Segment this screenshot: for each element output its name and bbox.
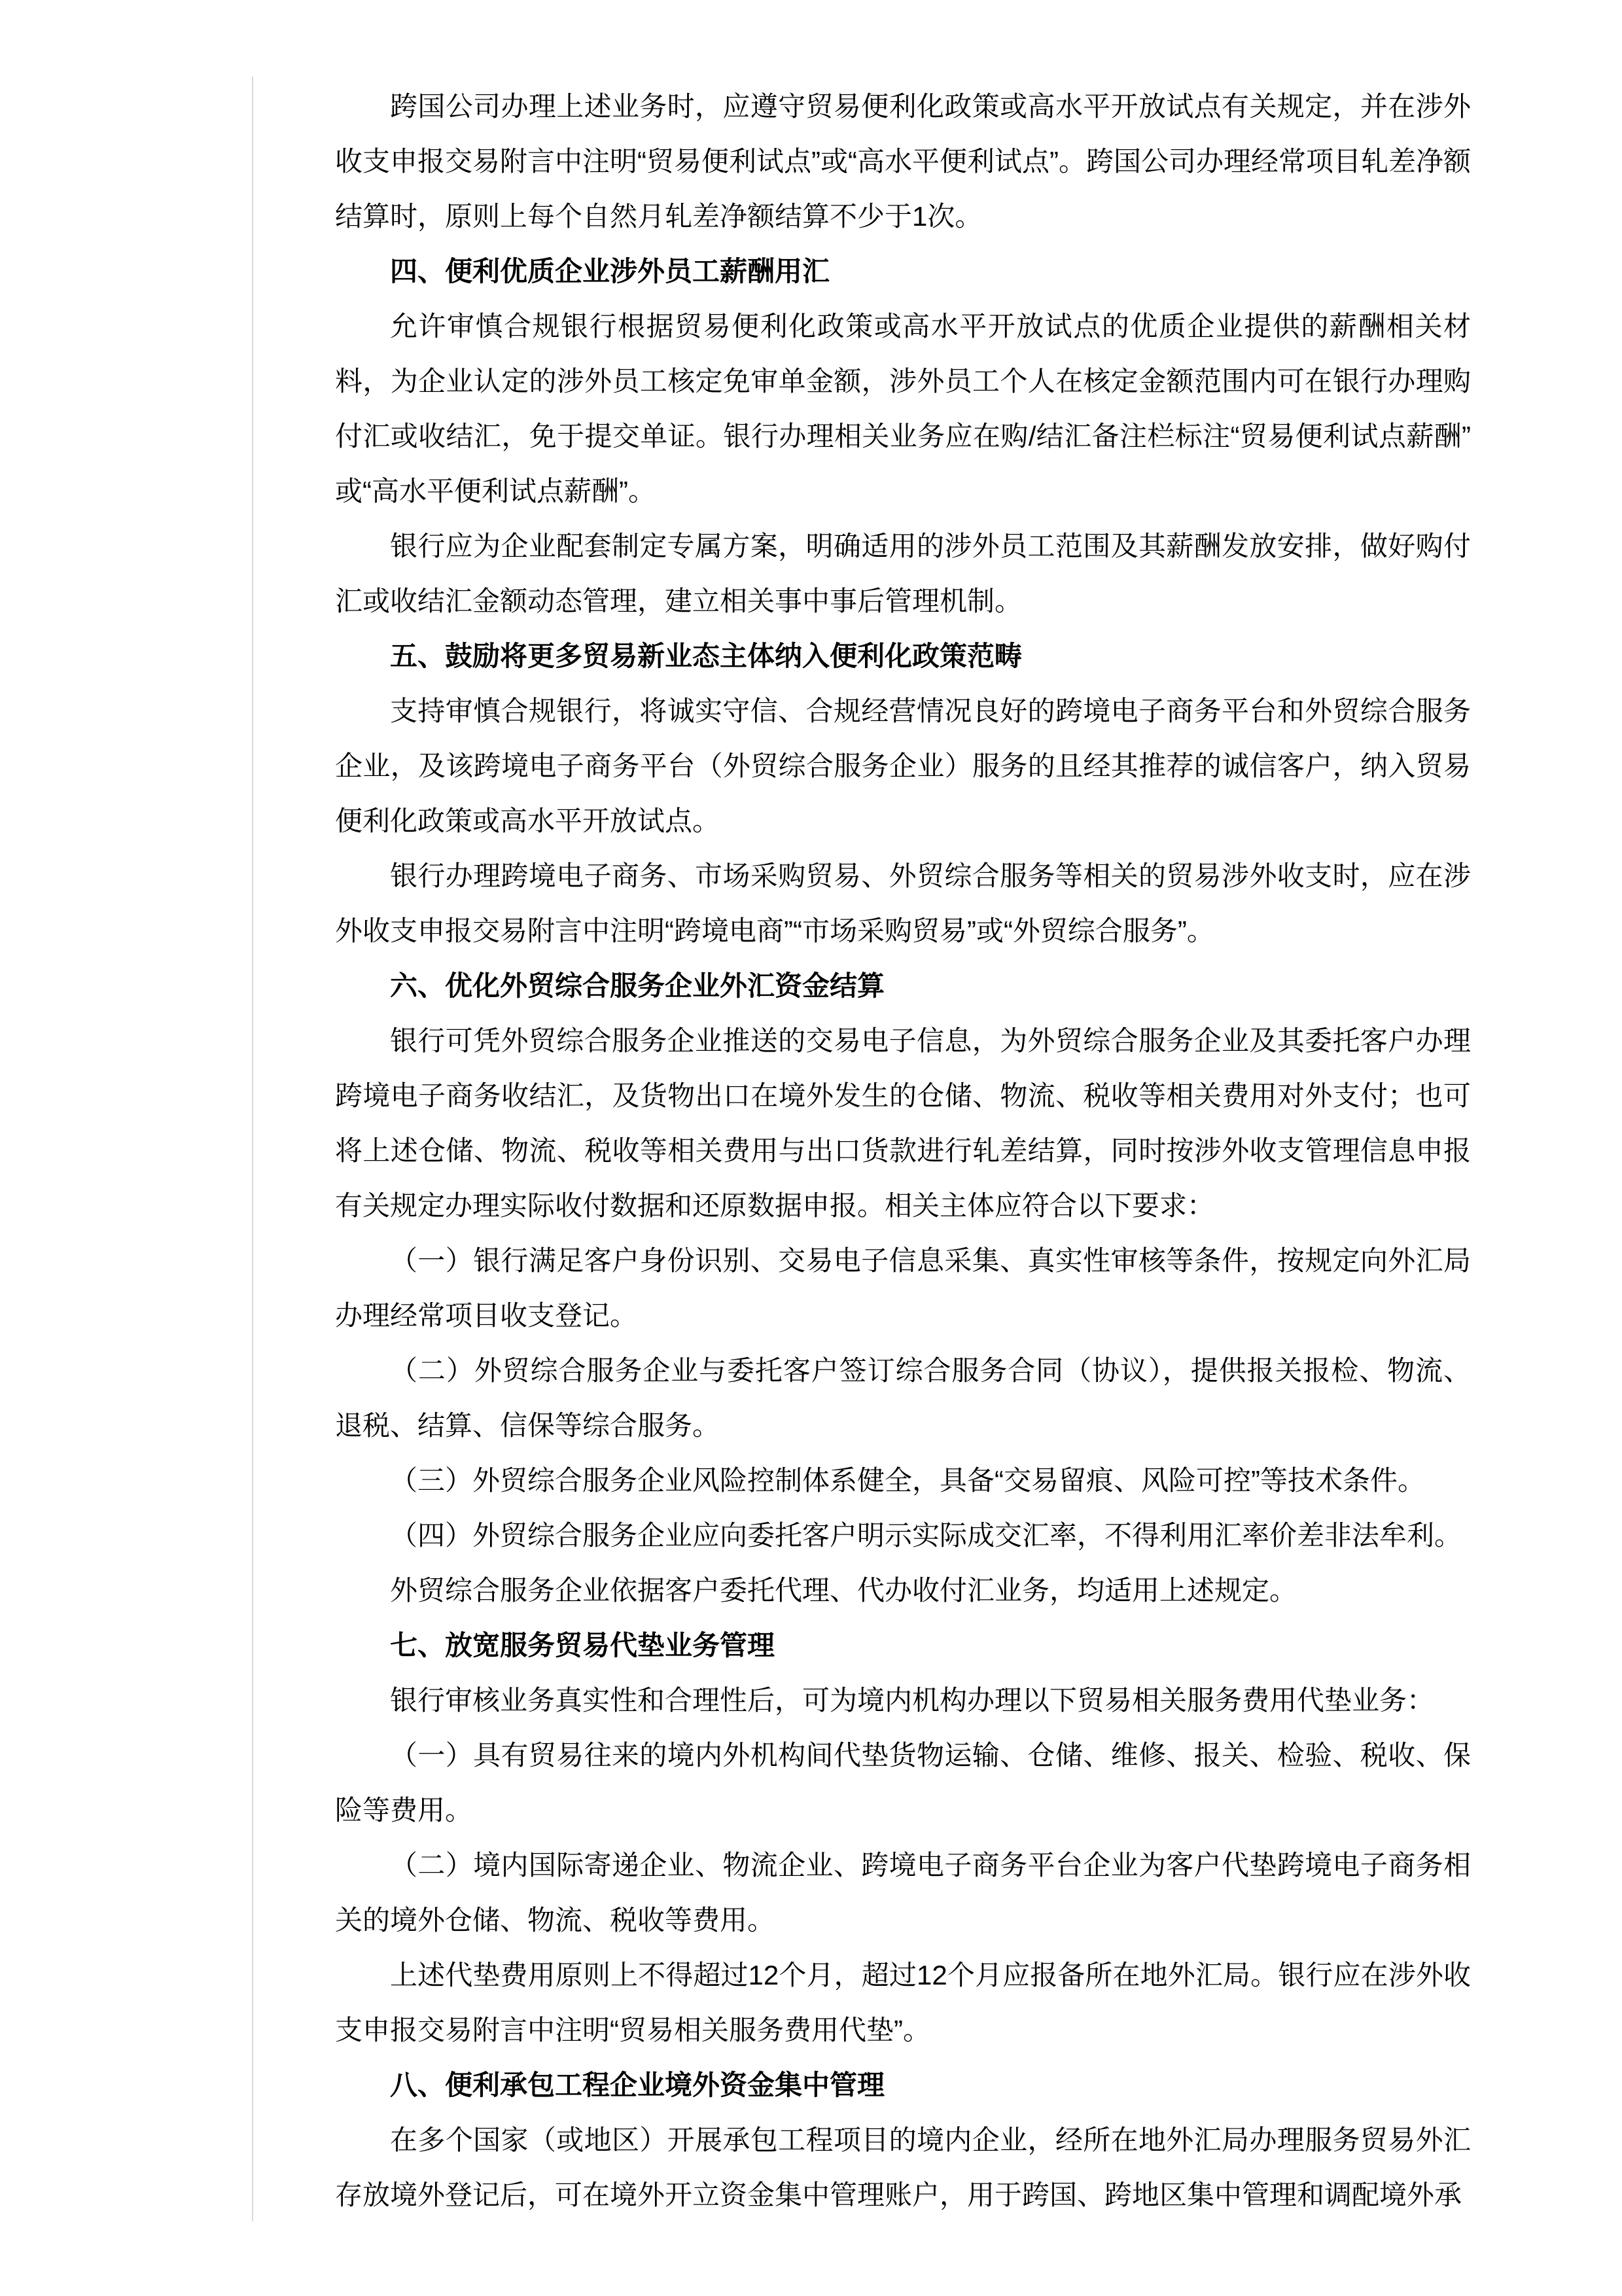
body-paragraph: 银行可凭外贸综合服务企业推送的交易电子信息，为外贸综合服务企业及其委托客户办理跨境电子商务收结汇，及货物出口在境外发生的仓储、物流、税收等相关费用对外支付；也可将上述仓储、物流、税收等相关费用与出口货款进行轧差结算，同时按涉外收支管理信息申报有关规定办理实际收付数据和还原数据申报。相关主体应符合以下要求： [335, 1025, 1471, 1221]
section-heading: 六、优化外贸综合服务企业外汇资金结算 [390, 970, 885, 1001]
section-heading: 七、放宽服务贸易代垫业务管理 [390, 1630, 775, 1661]
body-paragraph: 银行应为企业配套制定专属方案，明确适用的涉外员工范围及其薪酬发放安排，做好购付汇或收结汇金额动态管理，建立相关事中事后管理机制。 [335, 531, 1471, 616]
page-left-rule [252, 77, 253, 2221]
body-paragraph: （二）境内国际寄递企业、物流企业、跨境电子商务平台企业为客户代垫跨境电子商务相关的境外仓储、物流、税收等费用。 [335, 1850, 1471, 1935]
body-paragraph: （一）具有贸易往来的境内外机构间代垫货物运输、仓储、维修、报关、检验、税收、保险等费用。 [335, 1740, 1471, 1826]
section-heading: 五、鼓励将更多贸易新业态主体纳入便利化政策范畴 [390, 641, 1023, 671]
body-paragraph: （一）银行满足客户身份识别、交易电子信息采集、真实性审核等条件，按规定向外汇局办理经常项目收支登记。 [335, 1245, 1471, 1331]
body-paragraph: 外贸综合服务企业依据客户委托代理、代办收付汇业务，均适用上述规定。 [390, 1575, 1297, 1606]
body-paragraph: （三）外贸综合服务企业风险控制体系健全，具备“交易留痕、风险可控”等技术条件。 [390, 1465, 1425, 1496]
document-body [335, 79, 1471, 2223]
body-paragraph: 银行办理跨境电子商务、市场采购贸易、外贸综合服务等相关的贸易涉外收支时，应在涉外收支申报交易附言中注明“跨境电商”“市场采购贸易”或“外贸综合服务”。 [335, 860, 1471, 946]
section-heading: 四、便利优质企业涉外员工薪酬用汇 [390, 256, 830, 287]
body-paragraph: 允许审慎合规银行根据贸易便利化政策或高水平开放试点的优质企业提供的薪酬相关材料，为企业认定的涉外员工核定免审单金额，涉外员工个人在核定金额范围内可在银行办理购付汇或收结汇，免于提交单证。银行办理相关业务应在购/结汇备注栏标注“贸易便利试点薪酬”或“高水平便利试点薪酬”。 [335, 311, 1471, 506]
body-paragraph: （四）外贸综合服务企业应向委托客户明示实际成交汇率，不得利用汇率价差非法牟利。 [390, 1520, 1462, 1551]
body-paragraph: （二）外贸综合服务企业与委托客户签订综合服务合同（协议），提供报关报检、物流、退税、结算、信保等综合服务。 [335, 1355, 1471, 1441]
body-paragraph: 银行审核业务真实性和合理性后，可为境内机构办理以下贸易相关服务费用代垫业务： [390, 1685, 1435, 1716]
body-paragraph: 在多个国家（或地区）开展承包工程项目的境内企业，经所在地外汇局办理服务贸易外汇存放境外登记后，可在境外开立资金集中管理账户，用于跨国、跨地区集中管理和调配境外承 [335, 2125, 1471, 2210]
body-paragraph: 支持审慎合规银行，将诚实守信、合规经营情况良好的跨境电子商务平台和外贸综合服务企业，及该跨境电子商务平台（外贸综合服务企业）服务的且经其推荐的诚信客户，纳入贸易便利化政策或高水平开放试点。 [335, 696, 1471, 836]
body-paragraph: 跨国公司办理上述业务时，应遵守贸易便利化政策或高水平开放试点有关规定，并在涉外收支申报交易附言中注明“贸易便利试点”或“高水平便利试点”。跨国公司办理经常项目轧差净额结算时，原则上每个自然月轧差净额结算不少于1次。 [335, 91, 1471, 232]
body-paragraph: 上述代垫费用原则上不得超过12个月，超过12个月应报备所在地外汇局。银行应在涉外收支申报交易附言中注明“贸易相关服务费用代垫”。 [335, 1960, 1471, 2045]
section-heading: 八、便利承包工程企业境外资金集中管理 [390, 2070, 885, 2100]
